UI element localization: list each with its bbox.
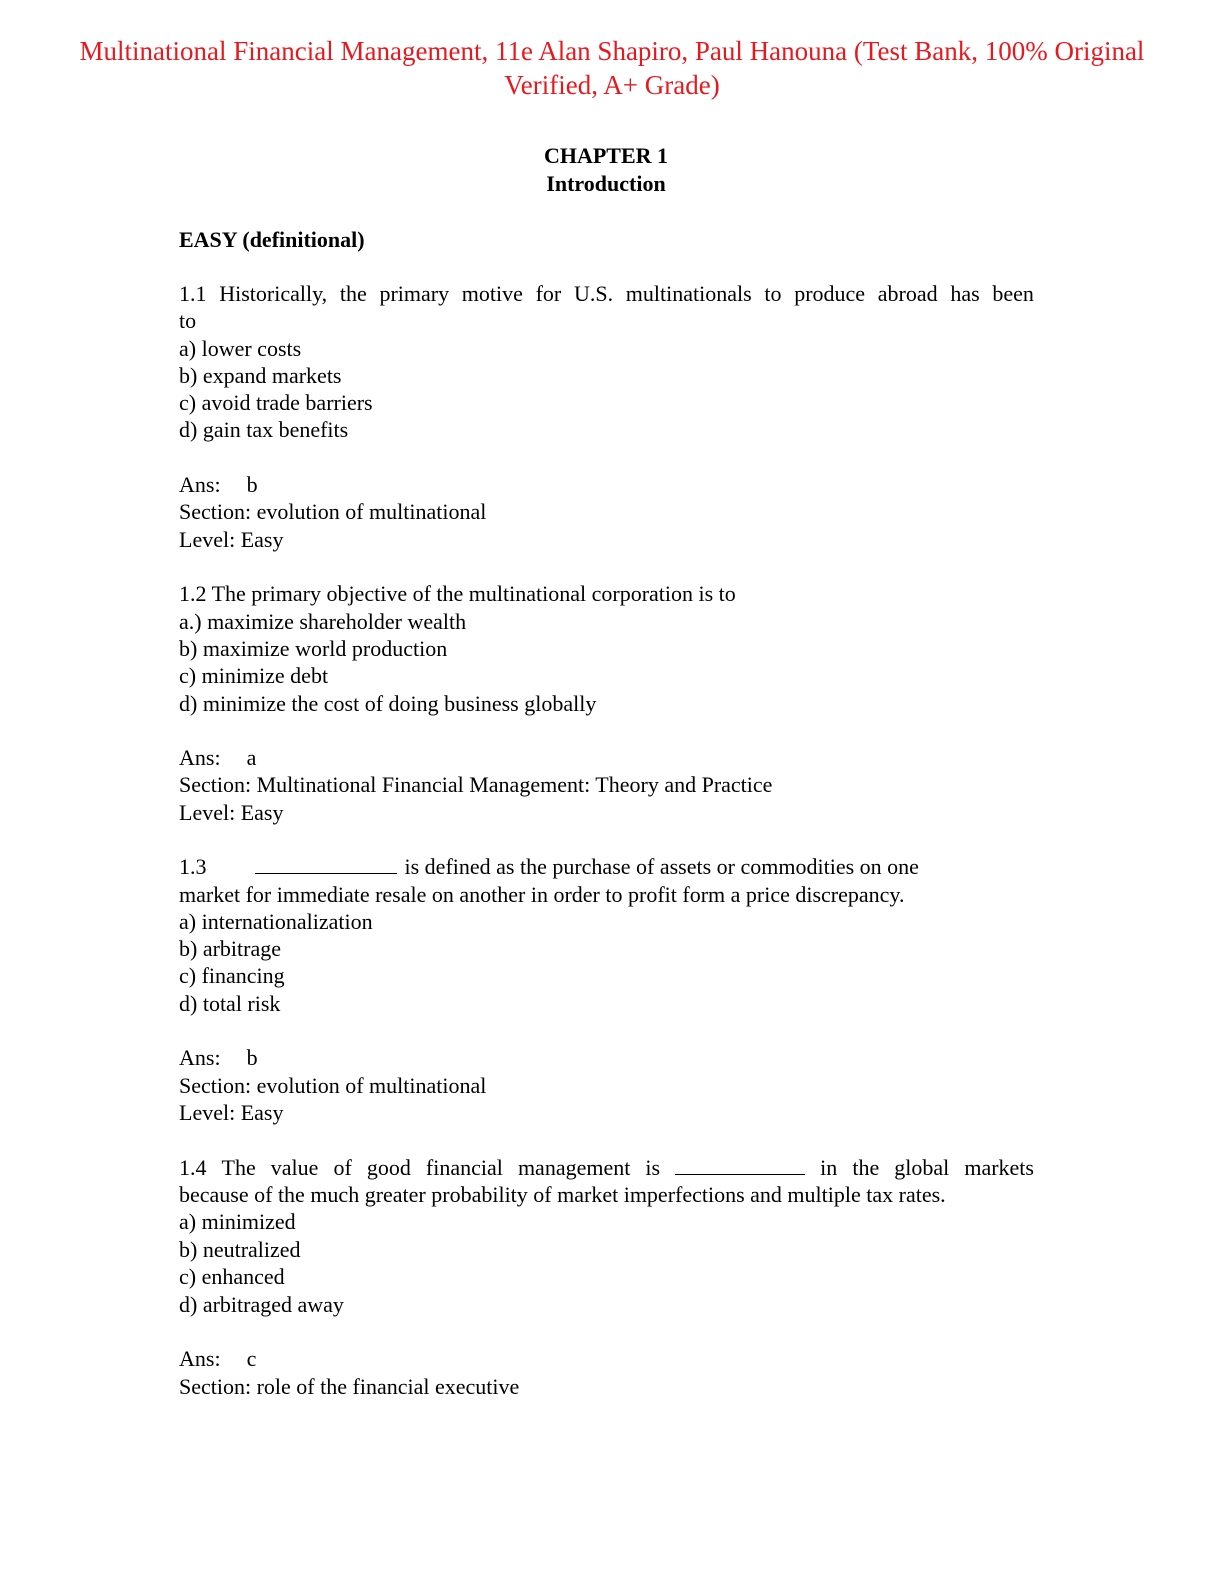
question-word: U.S.	[573, 281, 614, 306]
option-c: c) minimize debt	[179, 663, 329, 688]
question-text: is defined as the purchase of assets or commodities on one	[404, 854, 919, 879]
header-line-2: Verified, A+ Grade)	[504, 70, 720, 100]
question-word: abroad	[877, 281, 938, 306]
question-number: 1.3	[179, 854, 207, 879]
question-word: of	[333, 1155, 352, 1180]
question-word: financial	[425, 1155, 503, 1180]
option-c: c) enhanced	[179, 1264, 285, 1289]
question-word: The	[221, 1155, 256, 1180]
question-word: primary	[379, 281, 450, 306]
option-d: d) arbitraged away	[179, 1292, 344, 1317]
question-word: 1.4	[179, 1155, 207, 1180]
document-header	[40, 34, 1184, 102]
level-line: Level: Easy	[179, 527, 284, 552]
chapter-title: Introduction	[546, 171, 666, 196]
question-1-3-stem-cont: market for immediate resale on another in order to profit form a price discrepancy.	[179, 882, 905, 907]
question-word: is	[645, 1155, 661, 1180]
question-word: has	[950, 281, 980, 306]
section-line: Section: evolution of multinational	[179, 1073, 487, 1098]
answer-label: Ans:	[179, 1346, 221, 1371]
question-word: motive	[461, 281, 523, 306]
question-word: value	[270, 1155, 319, 1180]
option-a: a) internationalization	[179, 909, 373, 934]
question-word: produce	[794, 281, 866, 306]
chapter-title-block	[0, 142, 1212, 198]
option-a: a) lower costs	[179, 336, 302, 361]
level-line: Level: Easy	[179, 800, 284, 825]
option-b: b) neutralized	[179, 1237, 301, 1262]
option-c: c) financing	[179, 963, 285, 988]
question-word: Historically,	[219, 281, 328, 306]
question-word: multinationals	[625, 281, 752, 306]
answer-label: Ans:	[179, 745, 221, 770]
question-word: markets	[964, 1155, 1034, 1180]
option-b: b) maximize world production	[179, 636, 448, 661]
option-a: a.) maximize shareholder wealth	[179, 609, 467, 634]
option-b: b) arbitrage	[179, 936, 281, 961]
answer-label: Ans:	[179, 1045, 221, 1070]
question-word: for	[535, 281, 562, 306]
question-1-2-stem: 1.2 The primary objective of the multinational corporation is to	[179, 581, 736, 606]
option-c: c) avoid trade barriers	[179, 390, 373, 415]
section-line: Section: role of the financial executive	[179, 1374, 520, 1399]
level-line: Level: Easy	[179, 1100, 284, 1125]
answer-label: Ans:	[179, 472, 221, 497]
section-line: Section: Multinational Financial Management: Theory and Practice	[179, 772, 773, 797]
answer-line	[179, 1345, 256, 1372]
answer-value: c	[246, 1346, 257, 1371]
answer-line	[179, 1044, 258, 1071]
option-d: d) total risk	[179, 991, 281, 1016]
section-line: Section: evolution of multinational	[179, 499, 487, 524]
question-word: 1.1	[179, 281, 207, 306]
chapter-number: CHAPTER 1	[543, 143, 669, 168]
answer-value: b	[246, 472, 258, 497]
fill-in-blank	[255, 853, 397, 874]
section-heading: EASY (definitional)	[179, 227, 365, 252]
question-1-1-stem-cont: to	[179, 308, 197, 333]
question-1-4-stem-cont: because of the much greater probability of market imperfections and multiple tax rates.	[179, 1182, 946, 1207]
question-word: global	[894, 1155, 950, 1180]
question-word: good	[366, 1155, 411, 1180]
answer-line	[179, 471, 258, 498]
question-word: the	[339, 281, 367, 306]
option-d: d) gain tax benefits	[179, 417, 349, 442]
question-word: the	[852, 1155, 880, 1180]
question-word: to	[764, 281, 782, 306]
question-1-3-stem	[179, 853, 919, 880]
header-line-1: Multinational Financial Management, 11e Alan Shapiro, Paul Hanouna (Test Bank, 100% Original	[79, 36, 1145, 66]
answer-value: a	[246, 745, 257, 770]
option-b: b) expand markets	[179, 363, 342, 388]
question-word: management	[517, 1155, 631, 1180]
option-d: d) minimize the cost of doing business globally	[179, 691, 597, 716]
question-word: in	[820, 1155, 838, 1180]
question-1-1-stem	[179, 280, 1034, 307]
option-a: a) minimized	[179, 1209, 296, 1234]
question-1-4-stem	[179, 1154, 1034, 1181]
answer-value: b	[246, 1045, 258, 1070]
fill-in-blank	[675, 1154, 805, 1175]
answer-line	[179, 744, 256, 771]
question-word: been	[992, 281, 1034, 306]
